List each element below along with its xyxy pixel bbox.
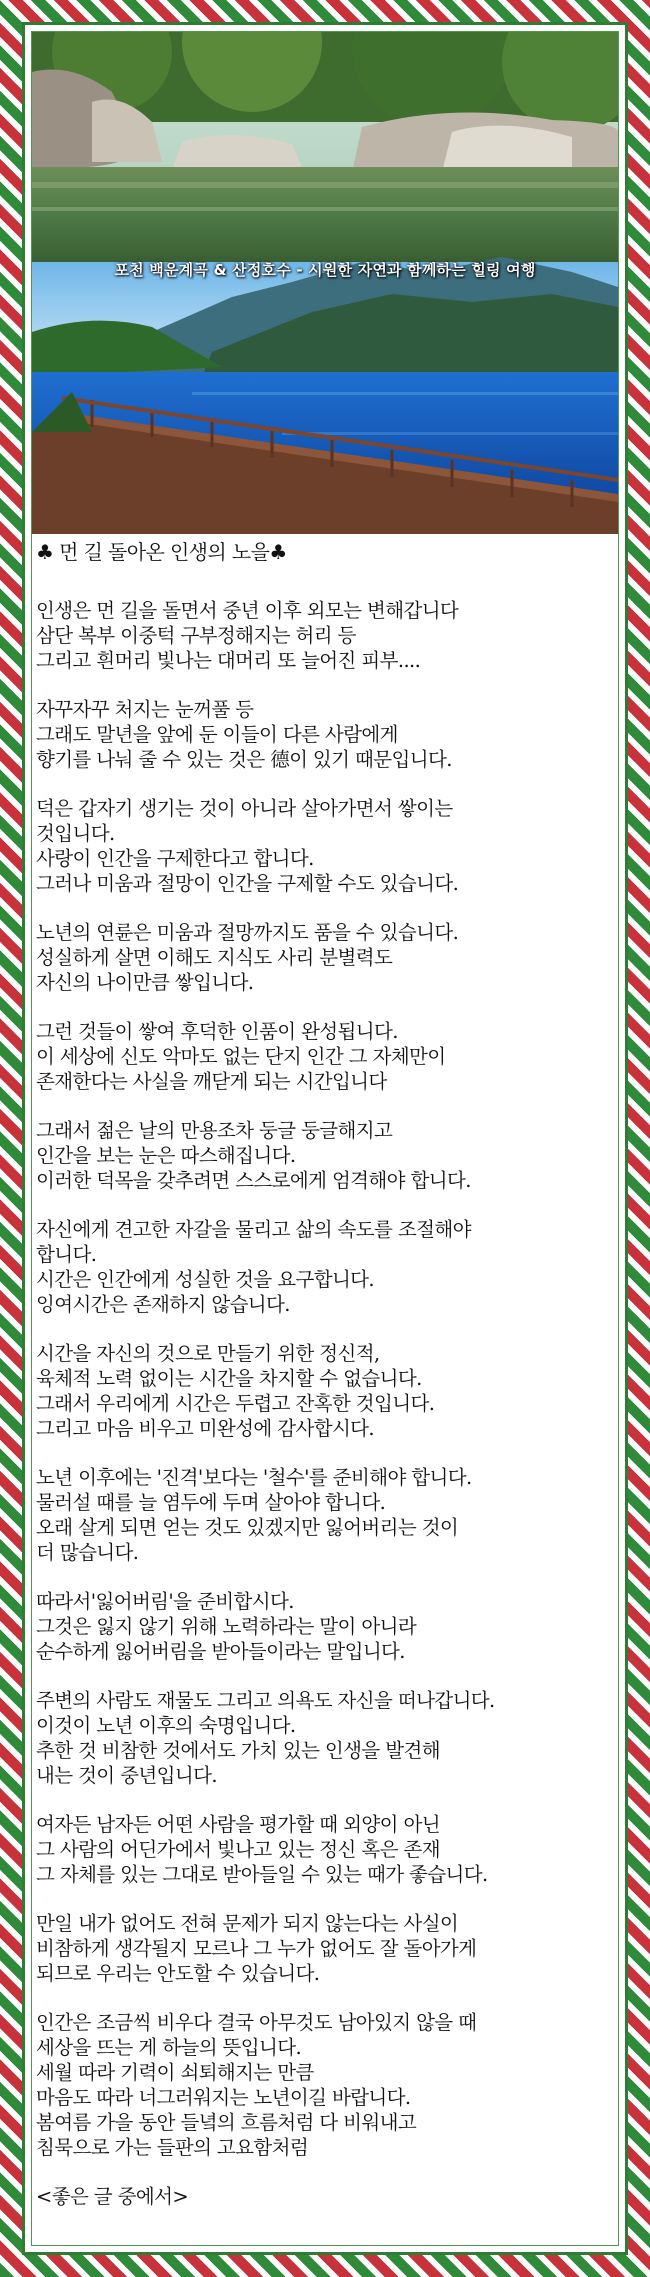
paragraph: 노년 이후에는 '진격'보다는 '철수'를 준비해야 합니다. 물러설 때를 늘 염두에 두며 살아야 합니다. 오래 살게 되면 얻는 것도 있겠지만 잃어버리는 것이 더 많습니다. <box>36 1466 472 1564</box>
paragraph: 따라서'잃어버림'을 준비합시다. 그것은 잃지 않기 위해 노력하라는 말이 아니라 순수하게 잃어버림을 받아들이라는 말입니다. <box>36 1590 417 1663</box>
paragraph: 노년의 연륜은 미움과 절망까지도 품을 수 있습니다. 성실하게 살면 이해도 지식도 사리 분별력도 자신의 나이만큼 쌓입니다. <box>36 921 459 994</box>
paragraph: 만일 내가 없어도 전혀 문제가 되지 않는다는 사실이 비참하게 생각될지 모르나 그 누가 없어도 잘 돌아가게 되므로 우리는 안도할 수 있습니다. <box>36 1912 477 1985</box>
paragraph: 주변의 사람도 재물도 그리고 의욕도 자신을 떠나갑니다. 이것이 노년 이후의 숙명입니다. 추한 것 비참한 것에서도 가치 있는 인생을 발견해 내는 것이 중년입니다. <box>36 1689 495 1787</box>
paragraph: 그래서 젊은 날의 만용조차 둥글 둥글해지고 인간을 보는 눈은 따스해집니다. 이러한 덕목을 갖추려면 스스로에게 엄격해야 합니다. <box>36 1119 471 1192</box>
paragraph: 인생은 먼 길을 돌면서 중년 이후 외모는 변해갑니다 삼단 복부 이중턱 구부정해지는 허리 등 그리고 흰머리 빛나는 대머리 또 늘어진 피부.... <box>36 599 459 672</box>
paragraph: 덕은 갑자기 생기는 것이 아니라 살아가면서 쌓이는 것입니다. 사랑이 인간을 구제한다고 합니다. 그러나 미움과 절망이 인간을 구제할 수도 있습니다. <box>36 797 459 895</box>
article-title: ♣ 먼 길 돌아온 인생의 노을♣ <box>36 540 287 564</box>
hero-photo <box>32 32 618 534</box>
paragraph: 그런 것들이 쌓여 후덕한 인품이 완성됩니다. 이 세상에 신도 악마도 없는 단지 인간 그 자체만이 존재한다는 사실을 깨닫게 되는 시간입니다 <box>36 1020 446 1093</box>
paragraph: 여자든 남자든 어떤 사람을 평가할 때 외양이 아닌 그 사람의 어딘가에서 빛나고 있는 정신 혹은 존재 그 자체를 있는 그대로 받아들일 수 있는 때가 좋습니다. <box>36 1813 488 1886</box>
article-body <box>36 540 616 2209</box>
paragraph: 시간을 자신의 것으로 만들기 위한 정신적, 육체적 노력 없이는 시간을 차지할 수 없습니다. 그래서 우리에게 시간은 두렵고 잔혹한 것입니다. 그리고 마음 비우고 미완성에 감사합시다. <box>36 1342 435 1440</box>
landscape-image <box>32 32 618 534</box>
paragraph: 인간은 조금씩 비우다 결국 아무것도 남아있지 않을 때 세상을 뜨는 게 하늘의 뜻입니다. 세월 따라 기력이 쇠퇴해지는 만큼 마음도 따라 너그러워지는 노년이길 바랍니다. 봄여름 가을 동안 들녘의 흐름처럼 다 비워내고 침묵으로 가는 들판의 고요함처럼 <box>36 2011 477 2159</box>
paragraph: 자신에게 견고한 자갈을 물리고 삶의 속도를 조절해야 합니다. 시간은 인간에게 성실한 것을 요구합니다. 잉여시간은 존재하지 않습니다. <box>36 1218 471 1316</box>
photo-caption: 포천 백운계곡 & 산정호수 - 시원한 자연과 함께하는 힐링 여행 <box>114 261 536 279</box>
paragraph: 자꾸자꾸 처지는 눈꺼풀 등 그래도 말년을 앞에 둔 이들이 다른 사람에게 향기를 나눠 줄 수 있는 것은 德이 있기 때문입니다. <box>36 698 452 771</box>
source-note: <좋은 글 중에서> <box>36 2185 189 2208</box>
